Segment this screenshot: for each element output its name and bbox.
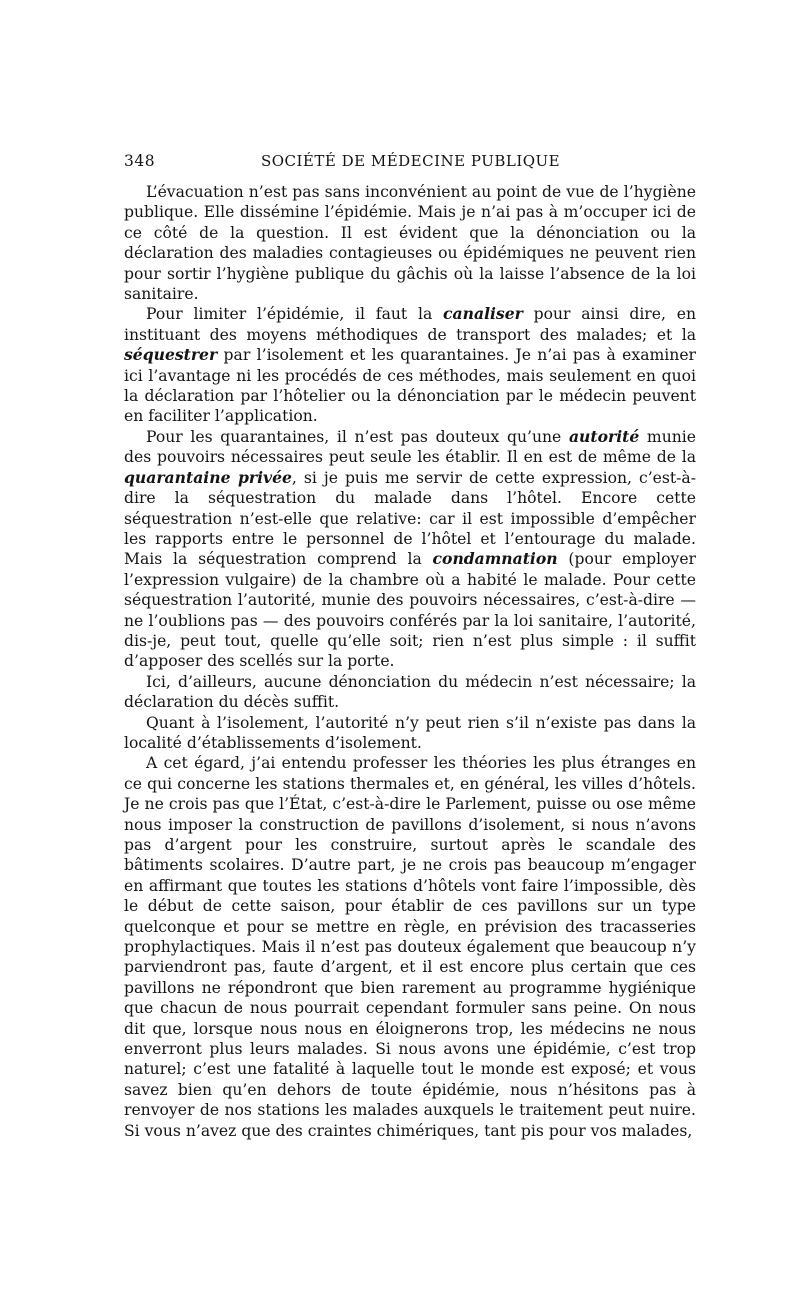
page-number: 348 (124, 152, 156, 170)
paragraph-text: Quant à l’isolement, l’autorité n’y peut rien s’il n’existe pas dans la localité d’établissements d’isolement. (124, 713, 696, 752)
emphasis-text: condamnation (432, 549, 558, 569)
paragraph-text: Ici, d’ailleurs, aucune dénonciation du médecin n’est nécessaire; la déclaration du décès suffit. (124, 672, 696, 712)
running-header (124, 152, 696, 178)
paragraph-text: A cet égard, j’ai entendu professer les théories les plus étranges en ce qui concerne les stations thermales et, en général, les villes d’hôtels. Je ne crois pas que l’État, c’est-à-dire le Parlement, puisse ou ose même nous imposer la construction de pavillons d’isolement, si nous n’avons pas d’argent pour les construire, surtout après le scandale des bâtiments scolaires. D’autre part, je ne crois pas beaucoup m’engager en affirmant que toutes les stations d’hôtels vont faire l’impossible, dès le début de cette saison, pour établir de ces pavillons sur un type quelconque et pour se mettre en règle, en prévision des tracasseries prophylactiques. Mais il n’est pas douteux également que beaucoup n’y parviendront pas, faute d’argent, et il est encore plus certain que ces pavillons ne répondront que bien rarement au programme hygiénique que chacun de nous pourrait cependant formuler sans peine. On nous dit que, lorsque nous nous en éloignerons trop, les médecins ne nous enverront plus leurs malades. Si nous avons une épidémie, c’est trop naturel; c’est une fatalité à laquelle tout le monde est exposé; et vous savez bien qu’en dehors de toute épidémie, nous n’hésitons pas à renvoyer de nos stations les malades auxquels le traitement peut nuire. Si vous n’avez que des craintes chimériques, tant pis pour vos malades, (124, 754, 696, 1140)
paragraph-text: Pour limiter l’épidémie, il faut la (146, 305, 444, 324)
paragraph-text: , si je puis me servir de cette expression, c’est-à-dire la séquestration du malade dans l’hôtel. Encore cette séquestration n’est-elle que relative: car il est impossible d’empêcher les rapports entre le personnel de l’hôtel et l’entourage du malade. Mais la séquestration comprend la (124, 468, 696, 569)
emphasis-text: séquestrer (124, 345, 218, 365)
emphasis-text: canaliser (443, 304, 523, 324)
paragraph-declaration (124, 672, 696, 713)
paragraph-text: pour ainsi dire, en instituant des moyens méthodiques de transport des malades; et la (124, 305, 696, 344)
paragraph-text: (pour employer l’expression vulgaire) de la chambre où a habité le malade. Pour cette séquestration l’autorité, munie des pouvoirs nécessaires, c’est-à-dire — ne l’oublions pas — des pouvoirs conférés par la loi sanitaire, l’autorité, dis-je, peut tout, quelle qu’elle soit; rien n’est plus simple : il suffit d’apposer des scellés sur la porte. (124, 550, 696, 671)
paragraph-isolation (124, 713, 696, 754)
paragraph-evacuation (124, 182, 696, 304)
paragraph-text: munie des pouvoirs nécessaires peut seule les établir. Il en est de même de la (124, 427, 696, 467)
book-page (124, 152, 696, 1141)
paragraph-quarantines (124, 427, 696, 672)
running-title: SOCIÉTÉ DE MÉDECINE PUBLIQUE (260, 152, 561, 170)
paragraph-text: L’évacuation n’est pas sans inconvénient au point de vue de l’hygiène publique. Elle dissémine l’épidémie. Mais je n’ai pas à m’occuper ici de ce côté de la question. Il est évident que la dénonciation ou la déclaration des maladies contagieuses ou épidémiques ne peuvent rien pour sortir l’hygiène publique du gâchis où la laisse l’absence de la loi sanitaire. (124, 183, 696, 304)
emphasis-text: quarantaine privée (124, 467, 292, 487)
paragraph-text: par l’isolement et les quarantaines. Je n’ai pas à examiner ici l’avantage ni les procédés de ces méthodes, mais seulement en quoi la déclaration par l’hôtelier ou la dénonciation par le médecin peuvent en faciliter l’application. (124, 346, 696, 426)
paragraph-limit-epidemic (124, 304, 696, 426)
emphasis-text: autorité (568, 426, 640, 446)
paragraph-theories (124, 753, 696, 1141)
paragraph-text: Pour les quarantaines, il n’est pas douteux qu’une (146, 427, 569, 446)
